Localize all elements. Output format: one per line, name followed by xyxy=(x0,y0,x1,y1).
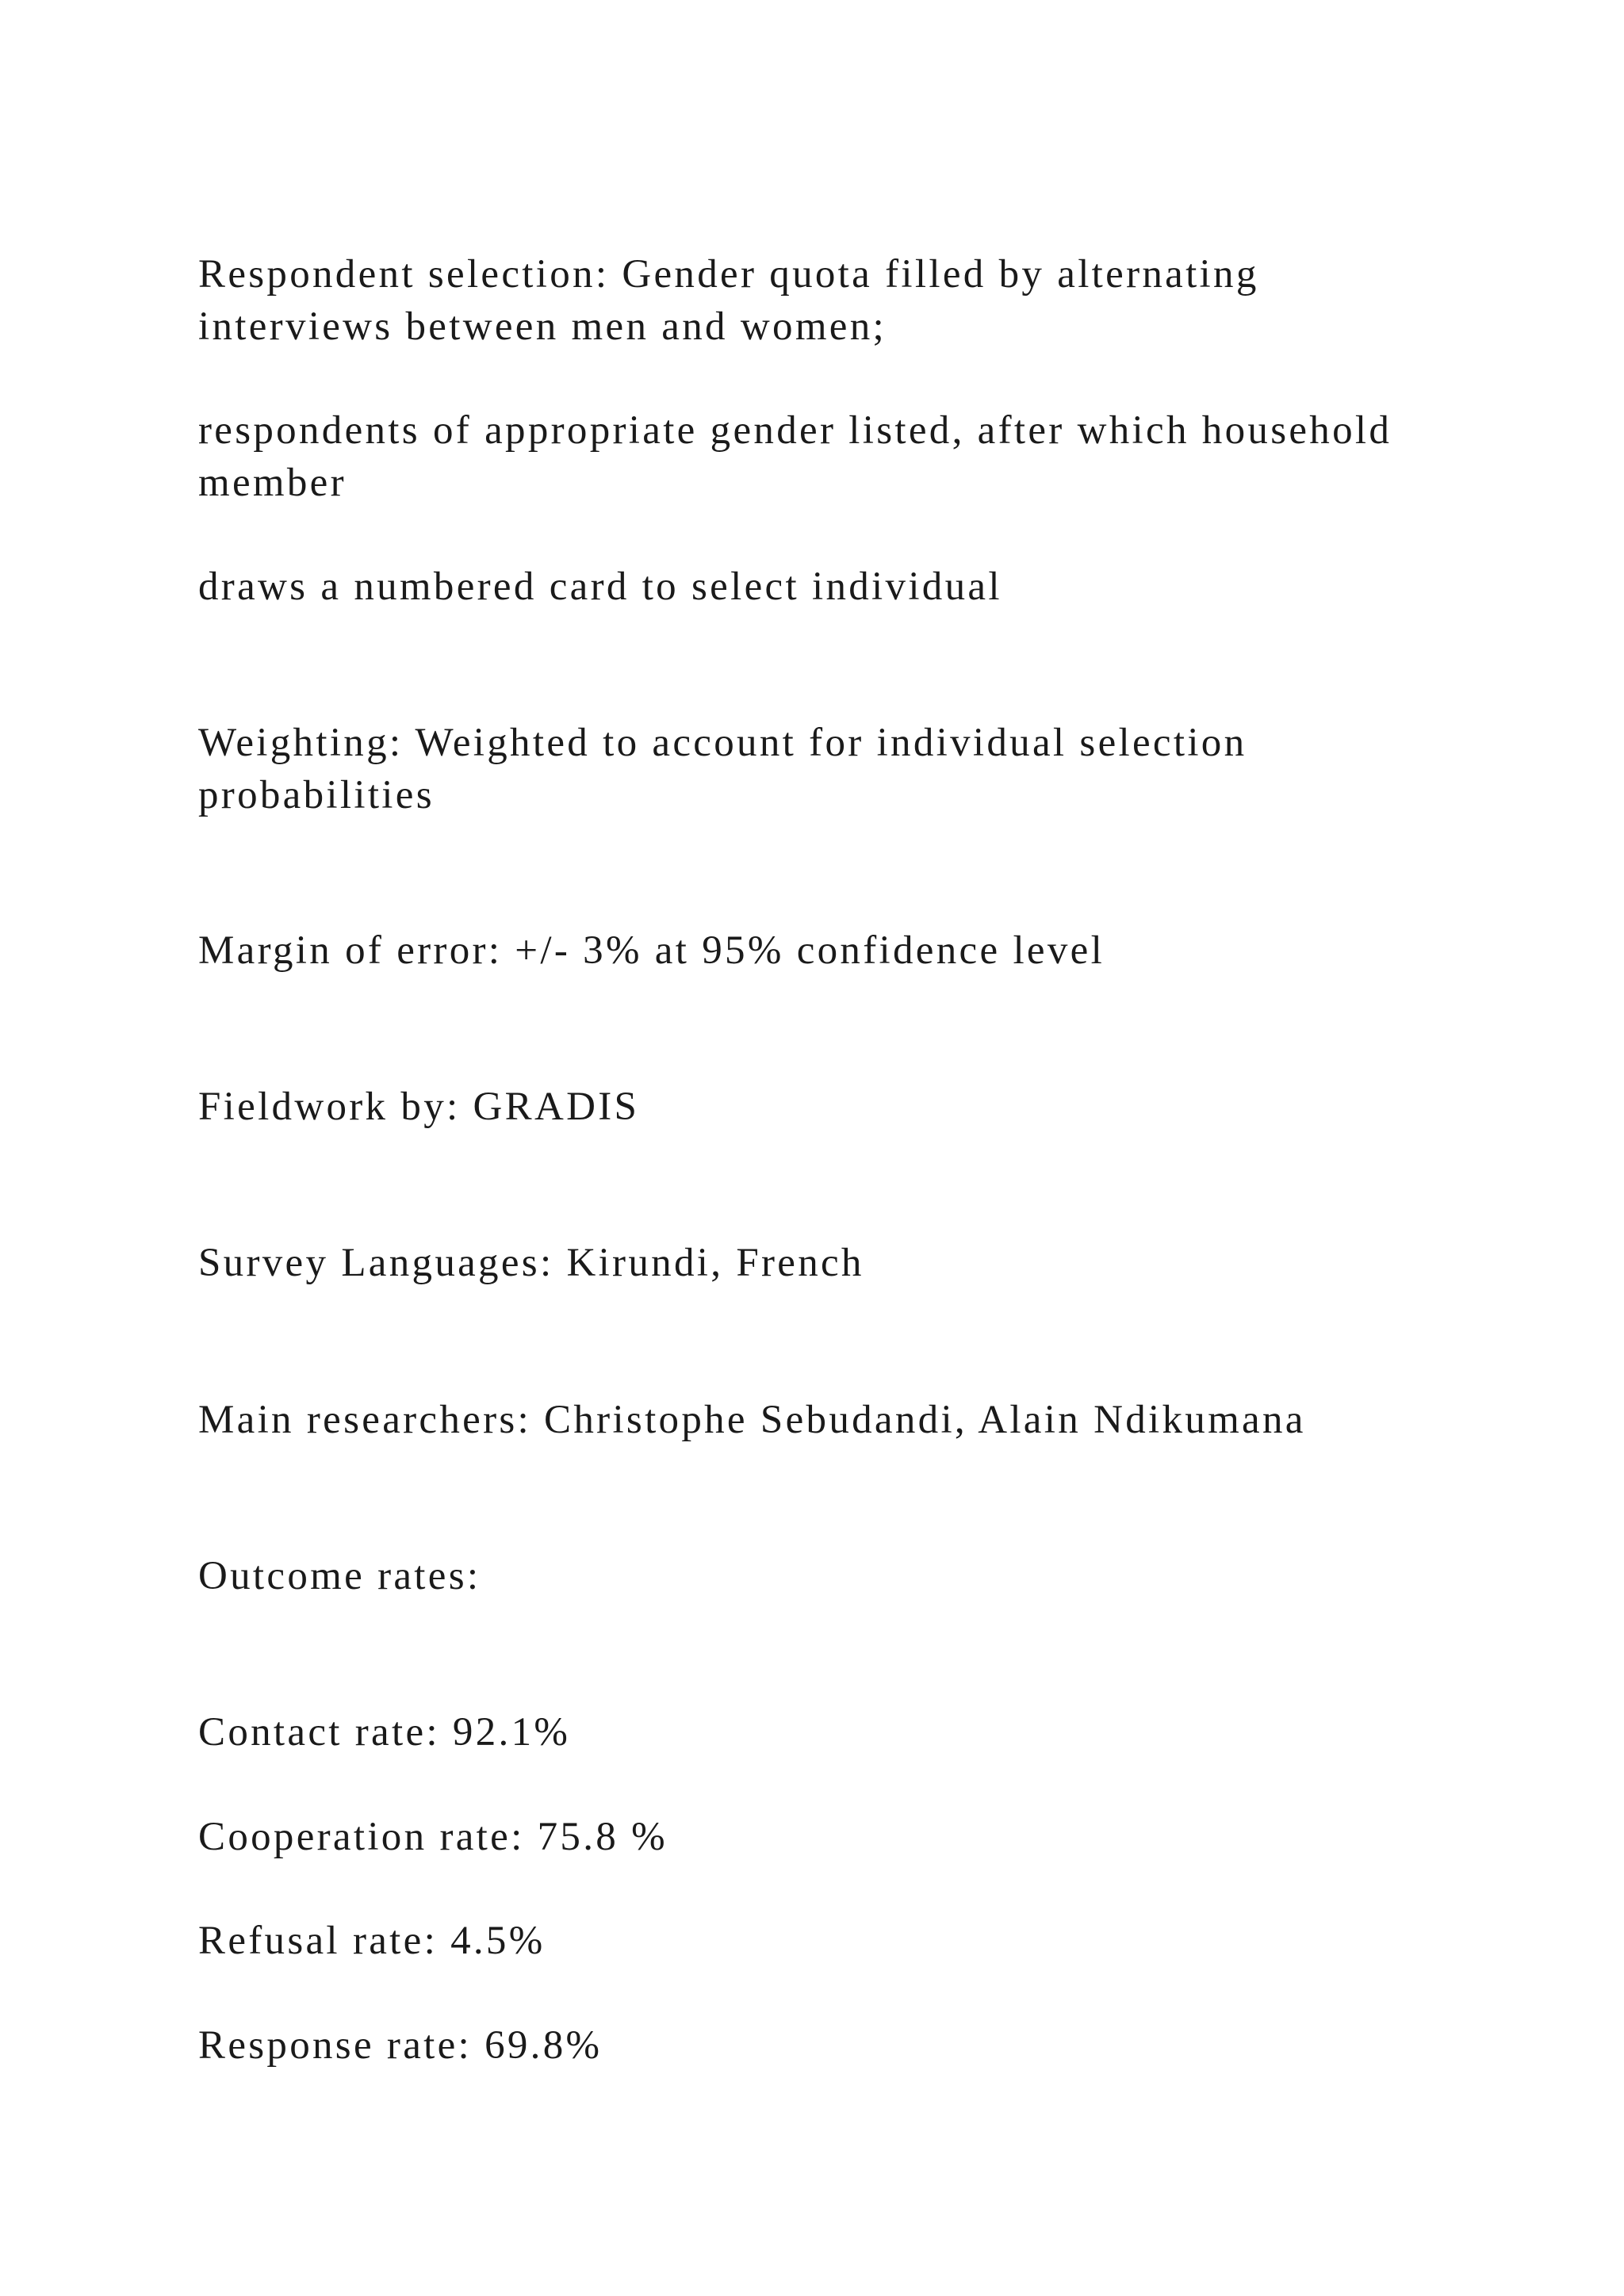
response-rate-text: Response rate: 69.8% xyxy=(198,2023,603,2068)
refusal-rate-text: Refusal rate: 4.5% xyxy=(198,1919,546,1963)
cooperation-rate-text: Cooperation rate: 75.8 % xyxy=(198,1815,668,1859)
outcome-rates-heading: Outcome rates: xyxy=(198,1554,481,1598)
weighting-text: Weighting: Weighted to account for individual selection probabilities xyxy=(198,721,1247,817)
main-researchers-text: Main researchers: Christophe Sebudandi, Alain Ndikumana xyxy=(198,1398,1306,1442)
survey-languages-text: Survey Languages: Kirundi, French xyxy=(198,1241,864,1285)
respondent-selection-text: Respondent selection: Gender quota filled by alternating interviews between men and women; xyxy=(198,252,1259,349)
margin-of-error-text: Margin of error: +/- 3% at 95% confidence level xyxy=(198,928,1105,973)
card-draw-text: draws a numbered card to select individual xyxy=(198,564,1002,609)
respondent-listing-text: respondents of appropriate gender listed, after which household member xyxy=(198,408,1392,505)
contact-rate-text: Contact rate: 92.1% xyxy=(198,1710,571,1755)
fieldwork-text: Fieldwork by: GRADIS xyxy=(198,1085,640,1129)
